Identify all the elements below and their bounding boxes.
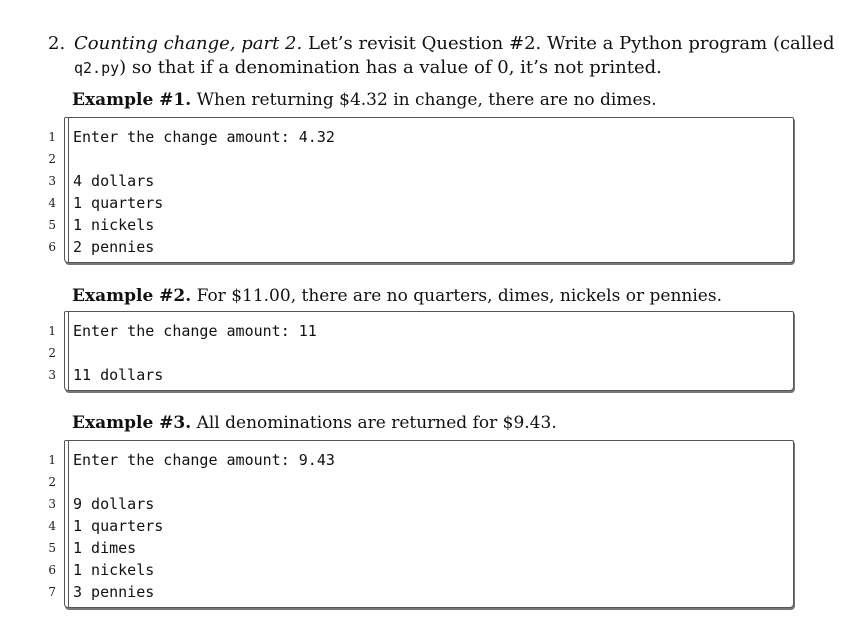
- code-line: [38, 493, 794, 515]
- code-text: 1 dimes: [73, 539, 137, 557]
- example-1-heading: [72, 89, 657, 111]
- line-number: 5: [48, 541, 56, 555]
- code-line: [38, 515, 794, 537]
- code-line: [38, 148, 794, 170]
- example-3-code-block: [38, 440, 794, 610]
- example-1-label: Example #1.: [72, 90, 192, 110]
- line-number: 6: [48, 240, 56, 254]
- code-text: 1 quarters: [73, 517, 164, 535]
- example-2-text: For $11.00, there are no quarters, dimes, nickels or pennies.: [191, 286, 722, 306]
- line-number: 7: [48, 585, 56, 599]
- example-2-code-block: [38, 311, 794, 393]
- code-line: [38, 192, 794, 214]
- line-number: 2: [48, 475, 56, 489]
- code-text: Enter the change amount: 9.43: [73, 451, 335, 469]
- example-3-label: Example #3.: [72, 413, 192, 433]
- code-line: [38, 170, 794, 192]
- question-line-2: [74, 56, 662, 80]
- code-line: [38, 581, 794, 603]
- code-text: Enter the change amount: 11: [73, 322, 317, 340]
- example-1-code-block: [38, 117, 794, 265]
- line-number: 2: [48, 152, 56, 166]
- line-number: 3: [48, 174, 56, 188]
- code-line: [38, 449, 794, 471]
- code-text: 1 quarters: [73, 194, 164, 212]
- code-text: 11 dollars: [73, 366, 164, 384]
- line-number: 5: [48, 218, 56, 232]
- code-text: Enter the change amount: 4.32: [73, 128, 335, 146]
- question-number: 2.: [48, 33, 66, 54]
- line-number: 6: [48, 563, 56, 577]
- example-3-code-lines: [38, 449, 794, 603]
- code-line: [38, 559, 794, 581]
- question-text-2: ) so that if a denomination has a value of 0, it’s not printed.: [119, 57, 662, 78]
- question-filename: q2.py: [74, 59, 120, 77]
- code-line: [38, 364, 794, 386]
- example-2-code-lines: [38, 320, 794, 386]
- example-3-heading: [72, 412, 557, 434]
- code-text: 3 pennies: [73, 583, 155, 601]
- example-3-text: All denominations are returned for $9.43.: [191, 413, 557, 433]
- code-line: [38, 471, 794, 493]
- code-line: [38, 320, 794, 342]
- code-line: [38, 537, 794, 559]
- question-title: Counting change, part 2.: [74, 33, 303, 54]
- line-number: 3: [48, 368, 56, 382]
- example-1-text: When returning $4.32 in change, there are no dimes.: [191, 90, 657, 110]
- code-text: 1 nickels: [73, 561, 155, 579]
- code-text: 2 pennies: [73, 238, 155, 256]
- line-number: 1: [48, 324, 56, 338]
- example-2-label: Example #2.: [72, 286, 192, 306]
- code-text: 9 dollars: [73, 495, 155, 513]
- example-2-heading: [72, 285, 722, 307]
- code-text: 4 dollars: [73, 172, 155, 190]
- code-line: [38, 236, 794, 258]
- question-line-1: [74, 32, 834, 56]
- code-text: 1 nickels: [73, 216, 155, 234]
- code-line: [38, 126, 794, 148]
- question-text-1: Let’s revisit Question #2. Write a Python program (called: [302, 33, 835, 54]
- code-line: [38, 214, 794, 236]
- line-number: 1: [48, 130, 56, 144]
- code-line: [38, 342, 794, 364]
- line-number: 1: [48, 453, 56, 467]
- line-number: 4: [48, 196, 56, 210]
- example-1-code-lines: [38, 126, 794, 258]
- line-number: 3: [48, 497, 56, 511]
- line-number: 2: [48, 346, 56, 360]
- line-number: 4: [48, 519, 56, 533]
